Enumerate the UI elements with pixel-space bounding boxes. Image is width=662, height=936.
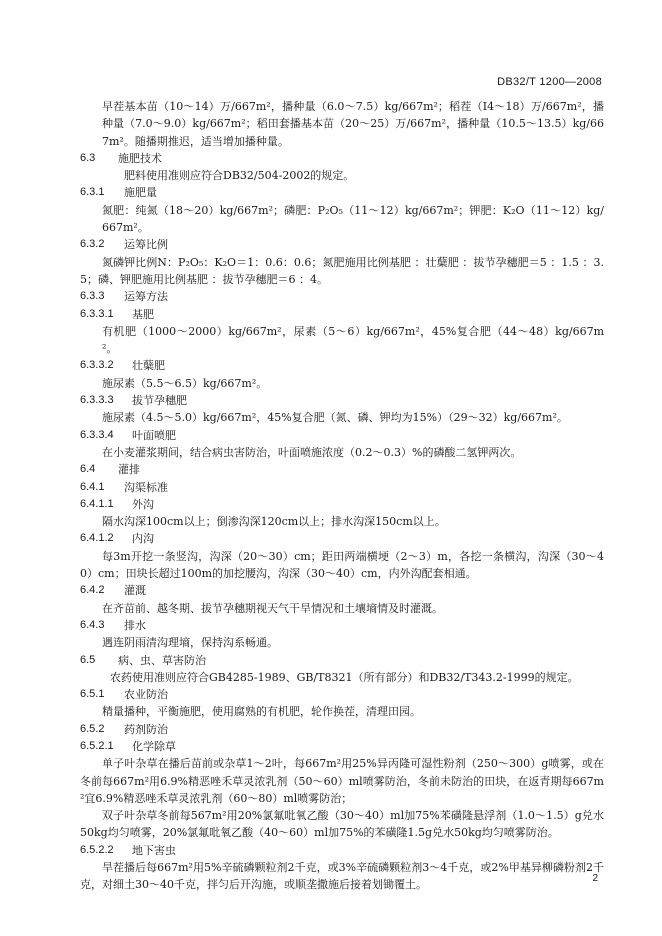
heading-number: 6.3.3.1	[80, 307, 114, 320]
heading-6-5-2-1	[80, 738, 604, 755]
paragraph-6-3-3-4: 在小麦灌浆期间，结合病虫害防治，叶面喷施浓度（0.2～0.3）%的磷酸二氢钾两次。	[102, 445, 522, 459]
paragraph-6-5-2-1-dicot: 双子叶杂草冬前每567m²用20%氯氟吡氧乙酸（30～40）ml加75%苯磺隆悬浮剂（1.0～1.5）g兑水50kg均匀喷雾，20%氯氟吡氧乙酸（40～60）ml加75%的苯磺隆1.5g兑水50kg均匀喷雾防治。	[80, 809, 604, 840]
paragraph-6-5-2-2: 旱茬播后每667m²用5%辛硫磷颗粒剂2千克，或3%辛硫磷颗粒剂3～4千克，或2%甲基异柳磷粉剂2千克，对细土30～40千克，拌匀后开沟施，或顺垄撒施后接着划锄覆土。	[80, 861, 604, 892]
heading-6-3-3-3	[80, 392, 604, 409]
heading-number: 6.4.2	[80, 584, 105, 597]
heading-title: 壮蘖肥	[132, 359, 165, 373]
heading-6-5	[80, 652, 604, 669]
heading-title: 外沟	[132, 497, 154, 511]
heading-6-5-1	[80, 686, 604, 703]
heading-6-4	[80, 461, 604, 478]
paragraph-6-3-3-3: 施尿素（4.5～5.0）kg/667m²，45%复合肥（氮、磷、钾均为15%）（29～32）kg/667m²。	[102, 411, 568, 425]
heading-title: 地下害虫	[132, 843, 176, 857]
heading-6-4-3	[80, 617, 604, 634]
heading-title: 拔节孕穗肥	[132, 394, 187, 408]
document-code: DB32/T 1200—2008	[497, 76, 602, 88]
heading-title: 运筹比例	[124, 238, 168, 252]
heading-number: 6.5.2	[80, 722, 105, 735]
heading-title: 运筹方法	[124, 290, 168, 304]
heading-title: 排水	[124, 618, 146, 632]
paragraph-6-4-3: 遇连阴雨清沟理墒，保持沟系畅通。	[102, 636, 278, 650]
heading-6-3-1	[80, 184, 604, 201]
document-body	[80, 98, 604, 894]
paragraph-6-3-2: 氮磷钾比例N：P₂O₅：K₂O＝1：0.6：0.6；氮肥施用比例基肥 ：壮蘖肥 ：拔节孕穗肥＝5 ：1.5 ：3.5；磷、钾肥施用比例基肥 ：拔节孕穗肥＝6 ：4。	[80, 255, 604, 286]
paragraph-6-5-2-1-monocot: 单子叶杂草在播后苗前或杂草1～2叶，每667m²用25%异丙隆可湿性粉剂（250～300）g喷雾，或在冬前每667m²用6.9%精恶唑禾草灵浓乳剂（50～60）ml喷雾防治，冬前未防治的田块，在返青期每667m²宜6.9%精恶唑禾草灵浓乳剂（60～80）ml喷雾防治；	[80, 757, 604, 805]
heading-title: 沟渠标准	[124, 480, 168, 494]
heading-6-3-3-4	[80, 427, 604, 444]
heading-6-4-2	[80, 582, 604, 599]
heading-number: 6.4.1	[80, 480, 105, 493]
paragraph-6-4-1-1: 隔水沟深100cm以上；倒渗沟深120cm以上；排水沟深150cm以上。	[102, 515, 446, 529]
heading-number: 6.3.3.2	[80, 359, 114, 372]
heading-6-5-2-2	[80, 842, 604, 859]
heading-number: 6.5	[80, 653, 96, 666]
heading-6-3	[80, 150, 604, 167]
heading-6-4-1-2	[80, 530, 604, 547]
heading-number: 6.3.3	[80, 290, 105, 303]
heading-title: 内沟	[132, 532, 154, 546]
heading-number: 6.5.1	[80, 688, 105, 701]
heading-title: 化学除草	[132, 739, 176, 753]
paragraph-6-5: 农药使用准则应符合GB4285-1989、GB/T8321（所有部分）和DB32/T343.2-1999的规定。	[110, 670, 579, 684]
heading-title: 施肥量	[124, 186, 157, 200]
heading-title: 病、虫、草害防治	[118, 653, 206, 667]
heading-title: 农业防治	[124, 688, 168, 702]
heading-number: 6.5.2.2	[80, 843, 114, 856]
heading-title: 叶面喷肥	[132, 428, 176, 442]
paragraph-6-3-1: 氮肥：纯氮（18～20）kg/667m²；磷肥：P₂O₅（11～12）kg/667m²；钾肥：K₂O（11～12）kg/667m²。	[102, 203, 604, 235]
heading-number: 6.3	[80, 151, 96, 164]
heading-number: 6.5.2.1	[80, 739, 114, 752]
heading-6-3-3	[80, 288, 604, 305]
heading-title: 药剂防治	[124, 722, 168, 736]
heading-title: 施肥技术	[118, 151, 162, 165]
heading-number: 6.3.1	[80, 186, 105, 199]
paragraph-6-4-1-2: 每3m开挖一条竖沟，沟深（20～30）cm；距田两端横埂（2～3）m，各挖一条横沟，沟深（30～40）cm；田块长超过100m的加挖腰沟，沟深（30～40）cm，内外沟配套相通。	[80, 549, 604, 581]
paragraph-6-3-3-1: 有机肥（1000～2000）kg/667m²，尿素（5～6）kg/667m²，45%复合肥（44～48）kg/667m²。	[102, 324, 604, 356]
page-number: 2	[592, 873, 598, 884]
heading-6-4-1	[80, 479, 604, 496]
heading-6-5-2	[80, 721, 604, 738]
heading-number: 6.3.3.4	[80, 428, 114, 441]
heading-6-3-3-2	[80, 357, 604, 374]
heading-6-4-1-1	[80, 496, 604, 513]
heading-number: 6.4.1.2	[80, 532, 114, 545]
paragraph-6-3-3-2: 施尿素（5.5～6.5）kg/667m²。	[102, 376, 268, 390]
heading-number: 6.3.3.3	[80, 394, 114, 407]
heading-title: 灌排	[118, 463, 140, 477]
paragraph-seeding-rate: 早茬基本苗（10～14）万/667m²，播种量（6.0～7.5）kg/667m²；稻茬（I4～18）万/667m²，播种量（7.0～9.0）kg/667m²；稻田套播基本苗（20～25）万/667m²，播种量（10.5～13.5）kg/667m²。随播期推迟，适当增加播种量。	[102, 100, 604, 148]
heading-number: 6.3.2	[80, 238, 105, 251]
heading-number: 6.4	[80, 463, 96, 476]
heading-number: 6.4.3	[80, 618, 105, 631]
paragraph-6-4-2: 在齐苗前、越冬期、拔节孕穗期视天气干旱情况和土壤墒情及时灌溉。	[102, 601, 443, 615]
heading-title: 灌溉	[124, 584, 146, 598]
paragraph-6-3: 肥料使用准则应符合DB32/504-2002的规定。	[124, 169, 355, 183]
heading-6-3-3-1	[80, 306, 604, 323]
paragraph-6-5-1: 精量播种，平衡施肥，使用腐熟的有机肥，轮作换茬，清理田园。	[102, 705, 421, 719]
heading-number: 6.4.1.1	[80, 497, 114, 510]
heading-6-3-2	[80, 236, 604, 253]
heading-title: 基肥	[132, 307, 154, 321]
